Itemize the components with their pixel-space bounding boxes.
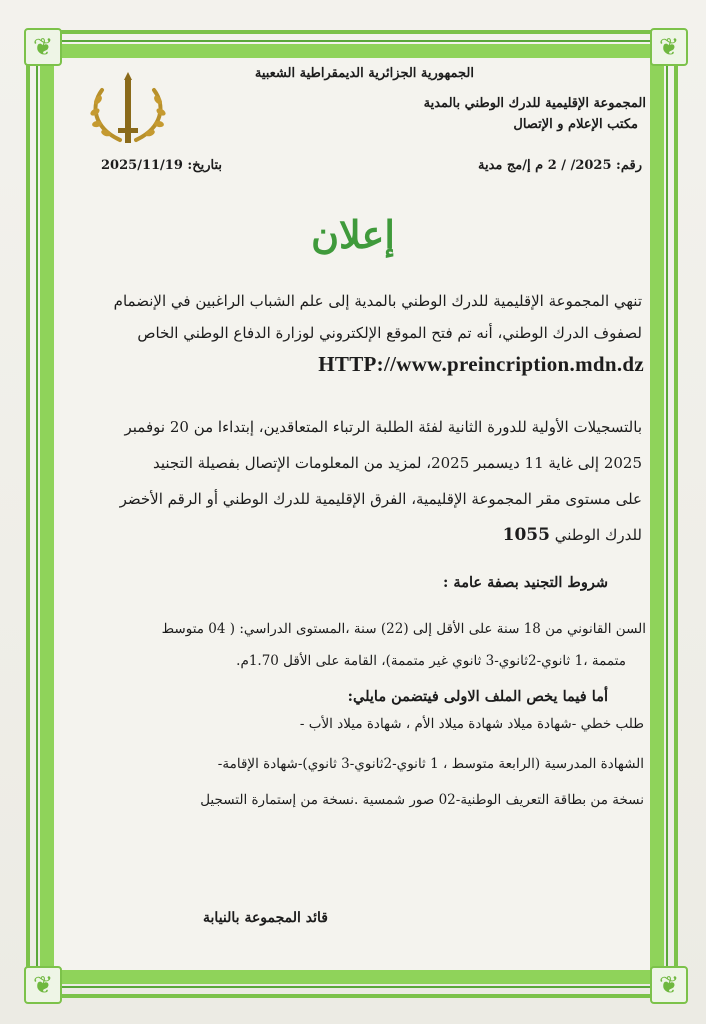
reference-date-label: بتاريخ: [187,158,222,173]
announcement-title: إعلان [311,212,395,257]
paragraph-dates-line1: بالتسجيلات الأولية للدورة الثانية لفئة الطلبة الرتباء المتعاقدين، إبتداءا من 20 نوفمبر [124,418,642,436]
group-name: المجموعة الإقليمية للدرك الوطني بالمدية [423,96,646,111]
reference-number [478,158,642,173]
reference-date [101,158,222,173]
file-line1: طلب خطي -شهادة ميلاد شهادة ميلاد الأم ، شهادة ميلاد الأب - [299,716,644,732]
republic-name: الجمهورية الجزائرية الديمقراطية الشعبية [254,66,474,81]
file-line2: الشهادة المدرسية (الرابعة متوسط ، 1 ثانوي-2ثانوي-3 ثانوي)-شهادة الإقامة- [217,756,644,772]
emblem-icon [82,70,174,150]
office-name: مكتب الإعلام و الإتصال [513,117,638,132]
conditions-line1: السن القانوني من 18 سنة على الأقل إلى (22) سنة ،المستوى الدراسي: ( 04 متوسط [161,621,646,637]
conditions-line2: متممة ،1 ثانوي-2ثانوي-3 ثانوي غير متممة)، القامة على الأقل 1.70م. [236,653,626,669]
file-line3: نسخة من بطاقة التعريف الوطنية-02 صور شمسية .نسخة من إستمارة التسجيل [200,792,644,808]
paragraph-intro-line2: لصفوف الدرك الوطني، أنه تم فتح الموقع الإلكتروني لوزارة الدفاع الوطني الخاص [137,324,642,342]
corner-ornament-icon: ❦ [24,966,62,1004]
conditions-title: شروط التجنيد بصفة عامة : [443,574,608,591]
green-number: 1055 [502,525,550,545]
file-title: أما فيما يخص الملف الاولى فيتضمن مايلي: [347,688,608,705]
paragraph-intro-line1: تنهي المجموعة الإقليمية للدرك الوطني بالمدية إلى علم الشباب الراغبين في الإنضمام [113,292,642,310]
corner-ornament-icon: ❦ [24,28,62,66]
website-link[interactable]: HTTP://www.preincription.mdn.dz [318,352,644,376]
reference-number-value: 2025/ / 2 م إ/مج مدية [478,158,612,173]
paragraph-dates-line4 [62,520,642,551]
signature-title: قائد المجموعة بالنيابة [203,910,328,926]
paragraph-dates-line3: على مستوى مقر المجموعة الإقليمية، الفرق الإقليمية للدرك الوطني أو الرقم الأخضر [119,490,642,508]
reference-number-label: رقم: [616,158,642,173]
corner-ornament-icon: ❦ [650,28,688,66]
corner-ornament-icon: ❦ [650,966,688,1004]
paragraph-dates-line2: 2025 إلى غاية 11 ديسمبر 2025، لمزيد من المعلومات الإتصال بفصيلة التجنيد [152,454,642,472]
reference-date-value: 2025/11/19 [101,158,183,173]
green-number-label: للدرك الوطني [554,526,642,544]
